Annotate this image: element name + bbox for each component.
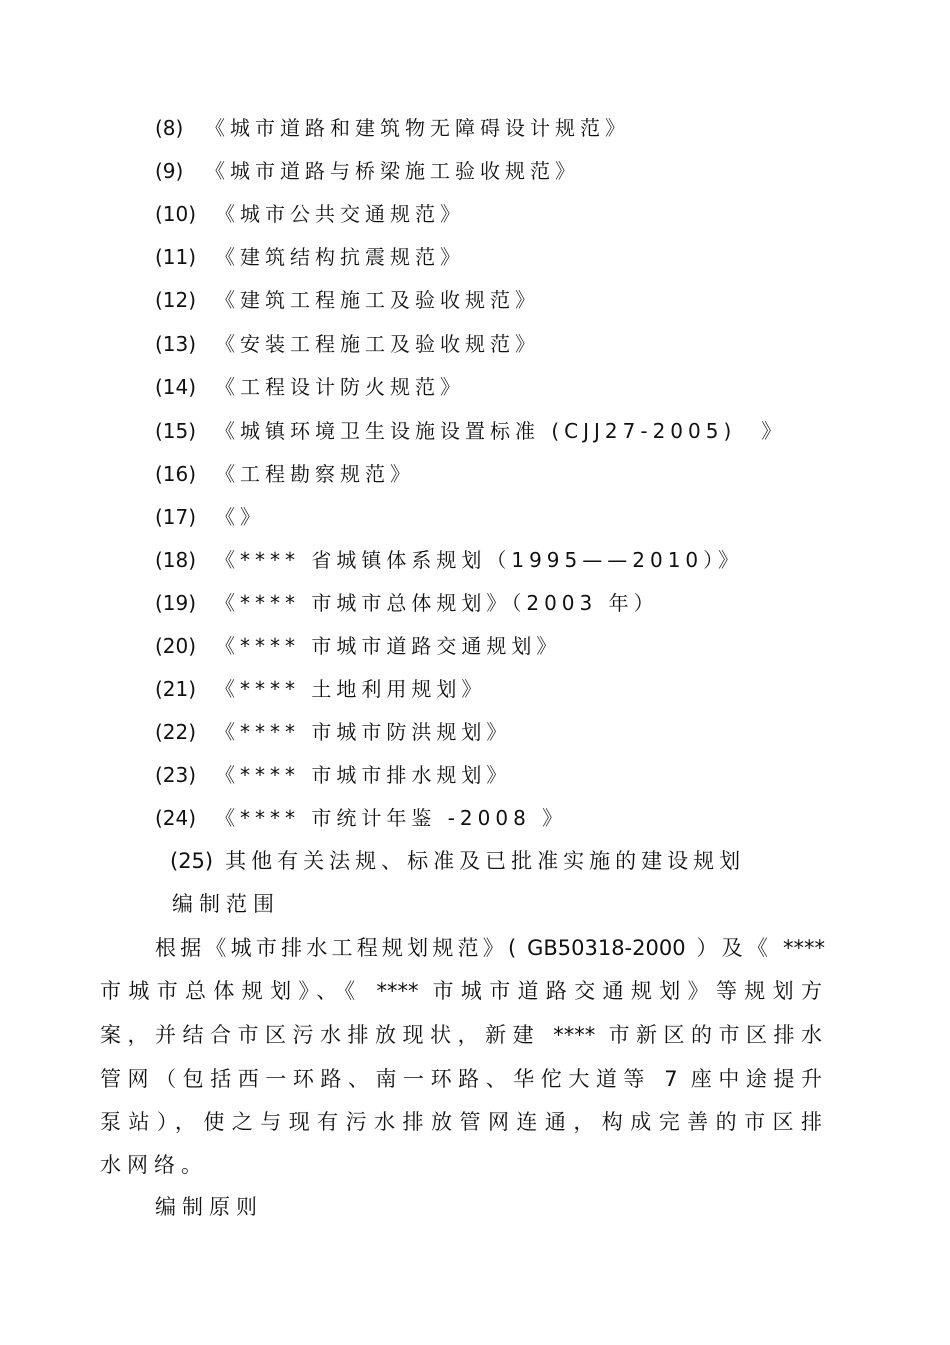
- reference-item: [170, 847, 745, 875]
- reference-title: 《**** 省城镇体系规划（1995——2010）》: [215, 548, 744, 572]
- reference-item: [155, 417, 786, 445]
- reference-item: [155, 546, 743, 574]
- reference-number: (12): [155, 288, 197, 312]
- reference-title: 《**** 市统计年鉴 -2008 》: [215, 806, 568, 830]
- paragraph-line: 管网（包括西一环路、南一环路、华佗大道等 7 座中途提升: [100, 1067, 822, 1091]
- reference-number: (21): [155, 677, 197, 701]
- reference-item: [155, 286, 540, 314]
- reference-item: [155, 200, 465, 228]
- reference-title: 《**** 市城市防洪规划》: [215, 720, 512, 744]
- reference-number: (25): [170, 849, 214, 873]
- reference-number: (8): [155, 116, 184, 140]
- reference-title: 《》: [215, 505, 265, 529]
- reference-number: (16): [155, 462, 197, 486]
- reference-item: [155, 589, 659, 617]
- section-heading-principles: 编制原则: [155, 1195, 263, 1219]
- reference-item: [155, 804, 567, 832]
- reference-number: (15): [155, 419, 197, 443]
- reference-title: 《工程勘察规范》: [215, 462, 415, 486]
- reference-number: (20): [155, 634, 197, 658]
- reference-item: [155, 503, 265, 531]
- reference-number: (22): [155, 720, 197, 744]
- reference-item: [155, 718, 511, 746]
- reference-title: 《城市道路与桥梁施工验收规范》: [205, 159, 580, 183]
- reference-item: [155, 460, 415, 488]
- reference-title: 《建筑结构抗震规范》: [215, 245, 465, 269]
- reference-item: [155, 761, 511, 789]
- paragraph-line: 泵站），使之与现有污水排放管网连通，构成完善的市区排: [100, 1110, 822, 1134]
- reference-title: 《工程设计防火规范》: [215, 375, 465, 399]
- paragraph-line: 案，并结合市区污水排放现状，新建 **** 市新区的市区排水: [100, 1023, 822, 1047]
- reference-item: [155, 157, 580, 185]
- reference-item: [155, 114, 630, 142]
- reference-title: 《安装工程施工及验收规范》: [215, 332, 540, 356]
- reference-number: (10): [155, 202, 197, 226]
- reference-title: 其他有关法规、标准及已批准实施的建设规划: [225, 849, 746, 873]
- reference-item: [155, 243, 465, 271]
- reference-number: (14): [155, 375, 197, 399]
- reference-number: (18): [155, 548, 197, 572]
- reference-title: 《建筑工程施工及验收规范》: [215, 288, 540, 312]
- reference-title: 《城市道路和建筑物无障碍设计规范》: [205, 116, 630, 140]
- section-heading-scope: 编制范围: [172, 892, 280, 916]
- paragraph-line: 市城市总体规划》、《 **** 市城市道路交通规划》等规划方: [100, 979, 822, 1003]
- reference-item: [155, 632, 561, 660]
- reference-item: [155, 373, 465, 401]
- reference-title: 《**** 市城市道路交通规划》: [215, 634, 562, 658]
- reference-title: 《**** 土地利用规划》: [215, 677, 487, 701]
- paragraph-line: 根据《城市排水工程规划规范》( GB50318-2000 ）及《 ****: [155, 936, 825, 960]
- reference-title: 《**** 市城市总体规划》（2003 年）: [215, 591, 659, 615]
- reference-item: [155, 675, 486, 703]
- reference-number: (24): [155, 806, 197, 830]
- reference-title: 《城市公共交通规范》: [215, 202, 465, 226]
- reference-number: (11): [155, 245, 197, 269]
- reference-title: 《城镇环境卫生设施设置标准 (CJJ27-2005) 》: [215, 419, 787, 443]
- reference-number: (23): [155, 763, 197, 787]
- reference-number: (17): [155, 505, 197, 529]
- reference-title: 《**** 市城市排水规划》: [215, 763, 512, 787]
- reference-item: [155, 330, 540, 358]
- reference-number: (19): [155, 591, 197, 615]
- reference-number: (9): [155, 159, 184, 183]
- reference-number: (13): [155, 332, 197, 356]
- paragraph-line: 水网络。: [100, 1153, 208, 1177]
